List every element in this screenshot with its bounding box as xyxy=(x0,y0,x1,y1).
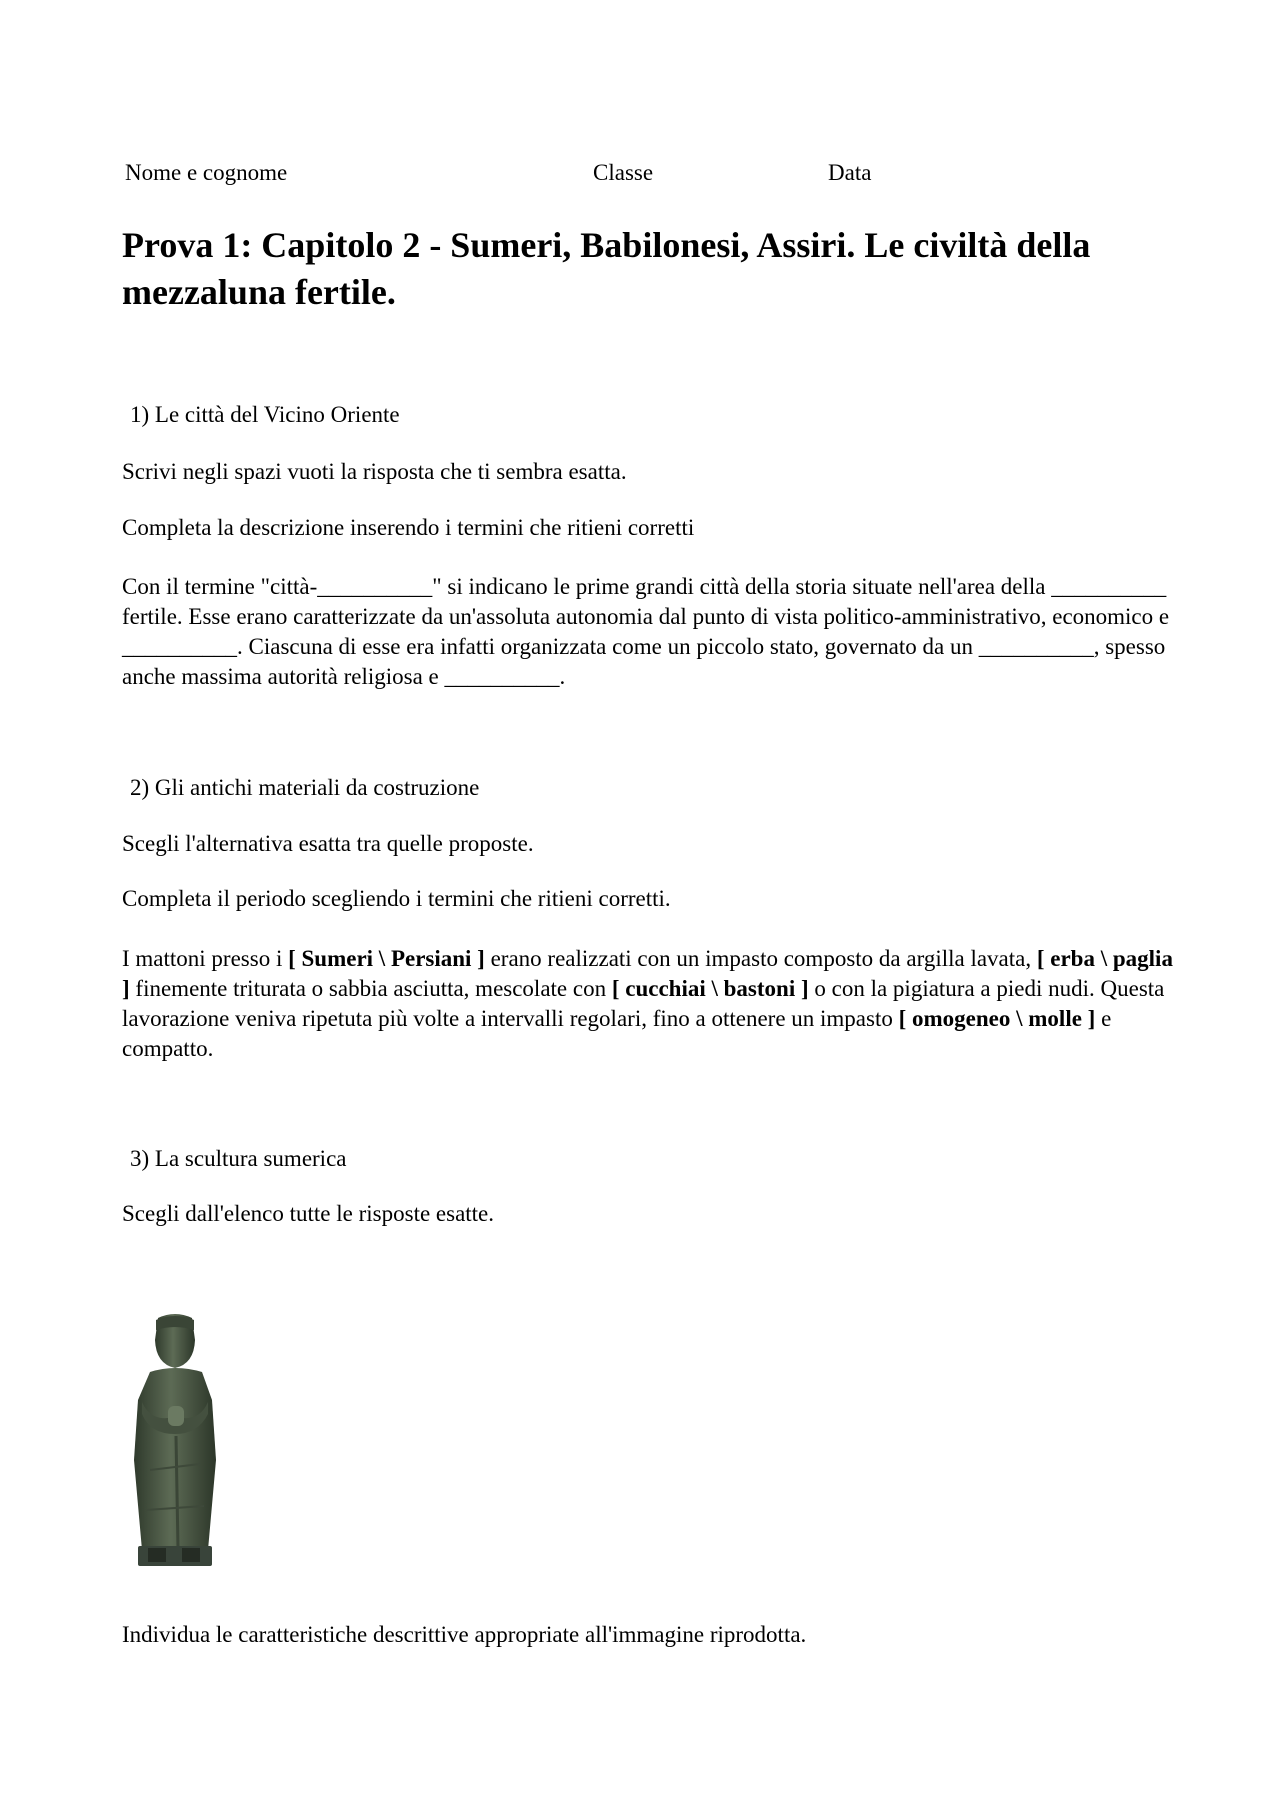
q2-choice-3[interactable]: [ cucchiai \ bastoni ] xyxy=(611,976,809,1001)
q2-instruction-2: Completa il periodo scegliendo i termini che ritieni corretti. xyxy=(122,886,671,911)
q2-heading: 2) Gli antichi materiali da costruzione xyxy=(130,775,480,800)
class-label: Classe xyxy=(593,160,654,185)
date-label: Data xyxy=(828,160,872,185)
sumerian-statue-image xyxy=(120,1310,230,1570)
q2-text-part-5: e compatto. xyxy=(122,1006,1112,1061)
q1-heading: 1) Le città del Vicino Oriente xyxy=(130,402,400,427)
page-title: Prova 1: Capitolo 2 - Sumeri, Babilonesi, Assiri. Le civiltà della mezzaluna fertile. xyxy=(122,225,1091,312)
q3-instruction-1: Scegli dall'elenco tutte le risposte esatte. xyxy=(122,1201,495,1226)
q3-instruction-2: Individua le caratteristiche descrittive appropriate all'immagine riprodotta. xyxy=(122,1622,807,1647)
q2-text-part-1: I mattoni presso i xyxy=(122,946,289,971)
q2-text-part-2: erano realizzati con un impasto composto da argilla lavata, xyxy=(484,946,1037,971)
q2-choice-1[interactable]: [ Sumeri \ Persiani ] xyxy=(288,946,485,971)
q2-instruction-1: Scegli l'alternativa esatta tra quelle proposte. xyxy=(122,831,534,856)
q3-heading: 3) La scultura sumerica xyxy=(130,1146,347,1171)
q1-instruction-1: Scrivi negli spazi vuoti la risposta che ti sembra esatta. xyxy=(122,459,627,484)
q2-choice-4[interactable]: [ omogeneo \ molle ] xyxy=(898,1006,1096,1031)
q2-text xyxy=(122,944,1174,1064)
name-label: Nome e cognome xyxy=(125,160,288,185)
q2-text-part-4: o con la pigiatura a piedi nudi. Questa lavorazione veniva ripetuta più volte a intervalli regolari, fino a ottenere un impasto xyxy=(122,976,1165,1031)
q1-text: Con il termine "città-__________" si indicano le prime grandi città della storia situate nell'area della __________ fertile. Esse erano caratterizzate da un'assoluta autonomia dal punto di vista politico-amministrativo, economico e __________. Ciascuna di esse era infatti organizzata come un piccolo stato, governato da un __________, spesso anche massima autorità religiosa e __________. xyxy=(122,574,1170,689)
q1-instruction-2: Completa la descrizione inserendo i termini che ritieni corretti xyxy=(122,515,695,540)
q2-text-part-3: finemente triturata o sabbia asciutta, mescolate con xyxy=(129,976,612,1001)
q2-choice-2[interactable]: [ erba \ paglia ] xyxy=(122,946,1173,1001)
